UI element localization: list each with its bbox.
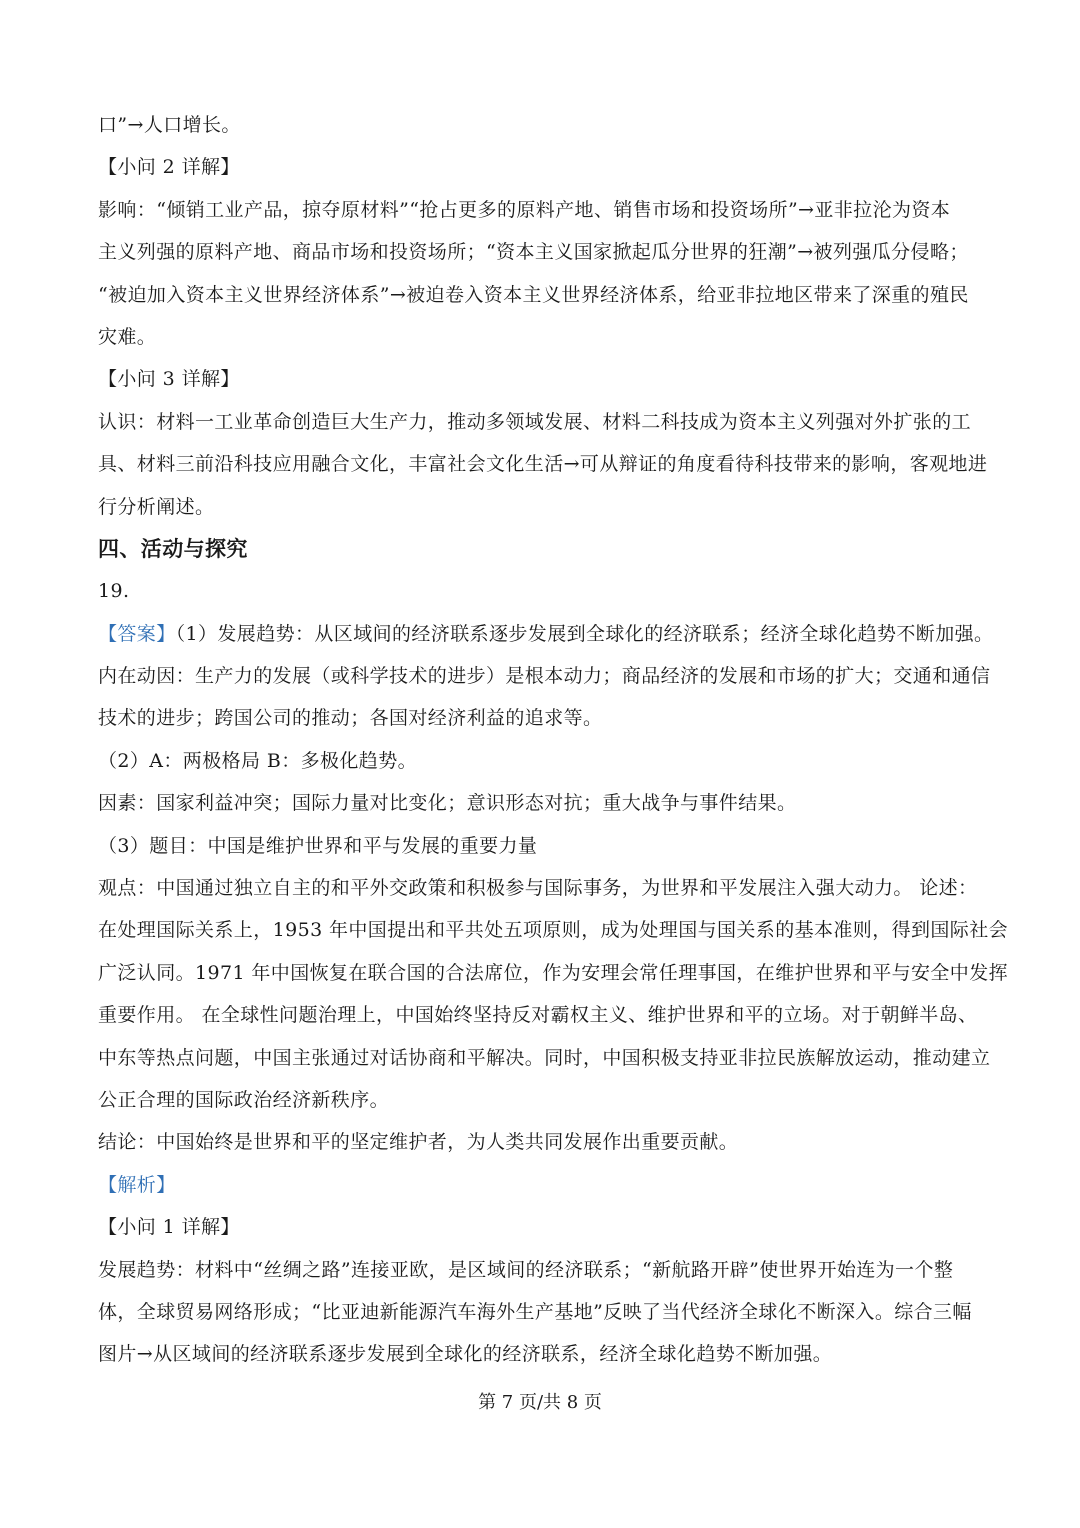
text-line: 内在动因：生产力的发展（或科学技术的进步）是根本动力；商品经济的发展和市场的扩大；交通和通信 (98, 665, 991, 688)
analysis-tag: 【解析】 (98, 1173, 176, 1196)
text-line: 因素：国家利益冲突；国际力量对比变化；意识形态对抗；重大战争与事件结果。 (98, 792, 797, 815)
text-line: “被迫加入资本主义世界经济体系”→被迫卷入资本主义世界经济体系，给亚非拉地区带来了深重的殖民 (98, 283, 969, 306)
document-body (98, 104, 1008, 1376)
answer-tag: 【答案】 (98, 622, 176, 645)
text-line: 灾难。 (98, 325, 157, 348)
text-line: 认识：材料一工业革命创造巨大生产力，推动多领域发展、材料二科技成为资本主义列强对外扩张的工 (98, 410, 972, 433)
subquestion-heading: 【小问 3 详解】 (98, 368, 240, 391)
text-line: 中东等热点问题，中国主张通过对话协商和平解决。同时，中国积极支持亚非拉民族解放运动，推动建立 (98, 1046, 991, 1069)
text-line: 广泛认同。1971 年中国恢复在联合国的合法席位，作为安理会常任理事国，在维护世界和平与安全中发挥 (98, 961, 1008, 984)
text-line: 结论：中国始终是世界和平的坚定维护者，为人类共同发展作出重要贡献。 (98, 1131, 739, 1154)
text-line: 主义列强的原料产地、商品市场和投资场所；“资本主义国家掀起瓜分世界的狂潮”→被列强瓜分侵略； (98, 241, 969, 264)
text-line: 影响：“倾销工业产品，掠夺原材料”“抢占更多的原料产地、销售市场和投资场所”→亚非拉沦为资本 (98, 198, 951, 221)
text-line: 公正合理的国际政治经济新秩序。 (98, 1088, 390, 1111)
text-line: 在处理国际关系上，1953 年中国提出和平共处五项原则，成为处理国与国关系的基本准则，得到国际社会 (98, 919, 1008, 942)
text-line: 重要作用。 在全球性问题治理上，中国始终坚持反对霸权主义、维护世界和平的立场。对于朝鲜半岛、 (98, 1004, 978, 1027)
page-footer: 第 7 页/共 8 页 (478, 1392, 602, 1413)
subquestion-heading: 【小问 2 详解】 (98, 156, 240, 179)
text-line: 体，全球贸易网络形成；“比亚迪新能源汽车海外生产基地”反映了当代经济全球化不断深入。综合三幅 (98, 1300, 972, 1323)
section-heading: 四、活动与探究 (98, 535, 248, 561)
text-line: 技术的进步；跨国公司的推动；各国对经济利益的追求等。 (98, 707, 603, 730)
subquestion-heading: 【小问 1 详解】 (98, 1216, 240, 1239)
answer-text: （1）发展趋势：从区域间的经济联系逐步发展到全球化的经济联系；经济全球化趋势不断加强。 (175, 622, 994, 645)
text-line: （2）A：两极格局 B：多极化趋势。 (98, 749, 418, 772)
text-line: 观点：中国通过独立自主的和平外交政策和积极参与国际事务，为世界和平发展注入强大动力。 论述： (98, 877, 978, 900)
question-number: 19. (98, 580, 130, 603)
text-line: 口”→人口增长。 (98, 114, 241, 136)
text-line: 图片→从区域间的经济联系逐步发展到全球化的经济联系，经济全球化趋势不断加强。 (98, 1343, 833, 1366)
answer-line (98, 613, 994, 655)
text-line: 具、材料三前沿科技应用融合文化，丰富社会文化生活→可从辩证的角度看待科技带来的影响，客观地进 (98, 453, 988, 476)
text-line: 发展趋势：材料中“丝绸之路”连接亚欧，是区域间的经济联系；“新航路开辟”使世界开始连为一个整 (98, 1258, 954, 1281)
text-line: （3）题目：中国是维护世界和平与发展的重要力量 (98, 834, 538, 857)
text-line: 行分析阐述。 (98, 495, 215, 518)
